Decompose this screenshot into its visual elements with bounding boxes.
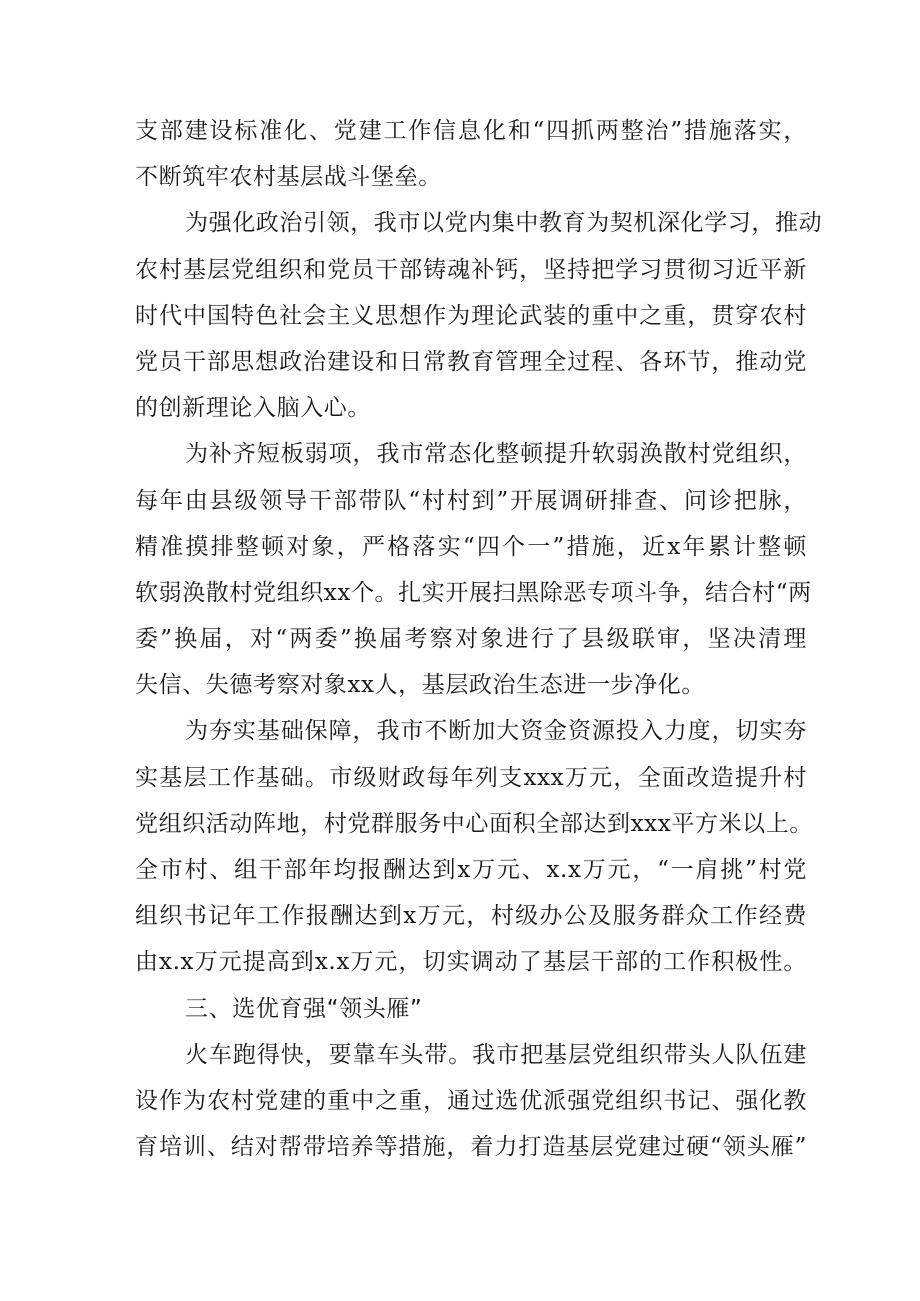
text-line: 全市村、组干部年均报酬达到x万元、x.x万元，“一肩挑”村党 <box>135 857 807 883</box>
document-page <box>135 108 823 1170</box>
weakness-rectification-paragraph <box>135 431 812 708</box>
text-line: 为夯实基础保障，我市不断加大资金资源投入力度，切实夯 <box>185 718 807 745</box>
text-line: 的创新理论入脑入心。 <box>135 395 371 422</box>
text-line: 支部建设标准化、党建工作信息化和“四抓两整治”措施落实， <box>135 118 807 144</box>
text-line: 育培训、结对帮带培养等措施，着力打造基层党建过硬“领头雁” <box>135 1134 807 1161</box>
text-line: 党员干部思想政治建设和日常教育管理全过程、各环节，推动党 <box>135 348 807 375</box>
text-line: 组织书记年工作报酬达到x万元，村级办公及服务群众工作经费 <box>135 903 807 930</box>
leaders-paragraph <box>135 1032 807 1171</box>
section-heading: 三、选优育强“领头雁” <box>185 995 423 1022</box>
intro-paragraph <box>135 108 807 200</box>
text-line: 不断筑牢农村基层战斗堡垒。 <box>135 164 442 191</box>
text-line: 实基层工作基础。市级财政每年列支xxx万元，全面改造提升村 <box>135 764 807 791</box>
text-line: 火车跑得快，要靠车头带。我市把基层党组织带头人队伍建 <box>185 1041 807 1068</box>
political-guidance-paragraph <box>135 200 823 431</box>
text-line: 农村基层党组织和党员干部铸魂补钙，坚持把学习贯彻习近平新 <box>135 256 807 283</box>
text-line: 时代中国特色社会主义思想作为理论武装的重中之重，贯穿农村 <box>135 302 807 329</box>
text-line: 软弱涣散村党组织xx个。扎实开展扫黑除恶专项斗争，结合村“两 <box>135 579 812 606</box>
text-line: 为强化政治引领，我市以党内集中教育为契机深化学习，推动 <box>185 210 823 237</box>
text-line: 设作为农村党建的重中之重，通过选优派强党组织书记、强化教 <box>135 1087 807 1114</box>
text-line: 党组织活动阵地，村党群服务中心面积全部达到xxx平方米以上。 <box>135 810 813 837</box>
text-line: 委”换届，对“两委”换届考察对象进行了县级联审，坚决清理 <box>135 626 807 653</box>
foundation-support-paragraph <box>135 708 813 985</box>
text-line: 每年由县级领导干部带队“村村到”开展调研排查、问诊把脉， <box>135 487 807 514</box>
text-line: 失信、失德考察对象xx人，基层政治生态进一步净化。 <box>135 672 705 699</box>
text-line: 为补齐短板弱项，我市常态化整顿提升软弱涣散村党组织， <box>185 441 807 468</box>
text-line: 精准摸排整顿对象，严格落实“四个一”措施，近x年累计整顿 <box>135 533 807 560</box>
text-line: 由x.x万元提高到x.x万元，切实调动了基层干部的工作积极性。 <box>135 949 807 976</box>
